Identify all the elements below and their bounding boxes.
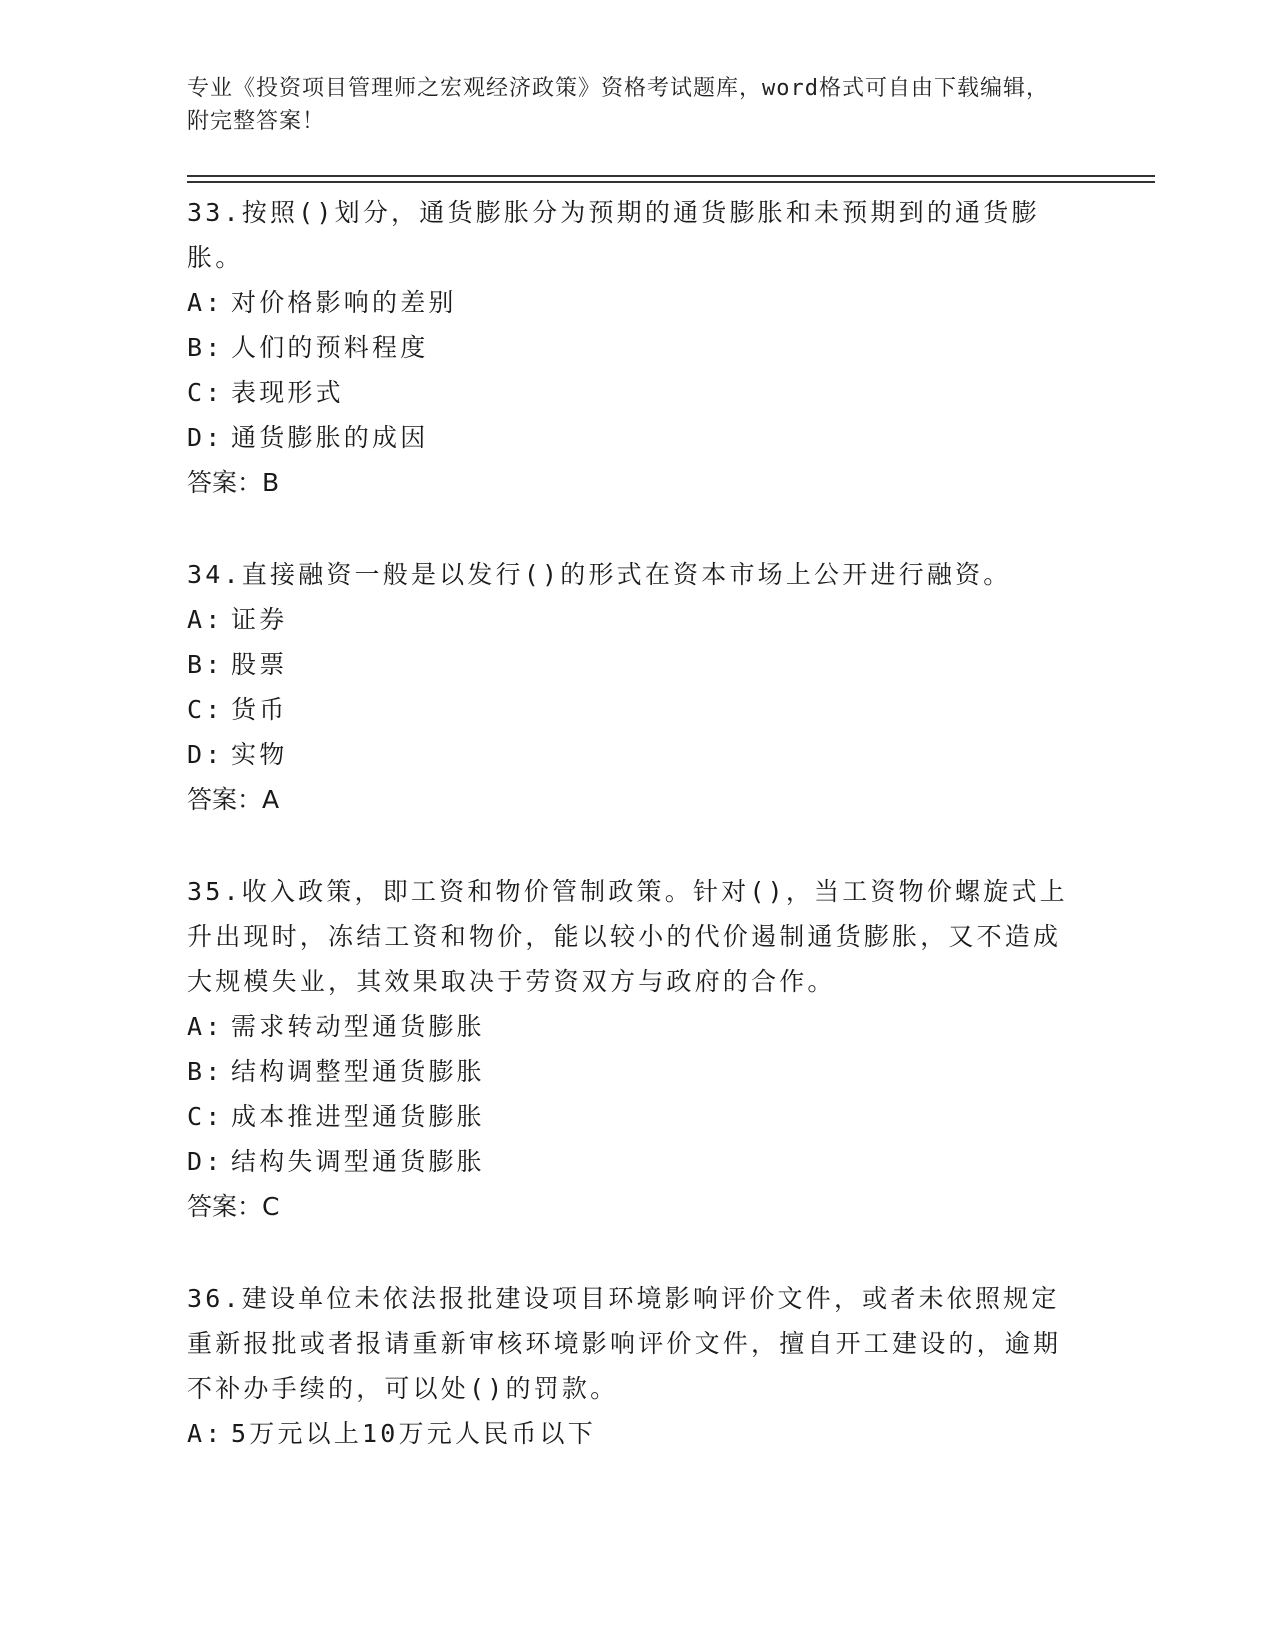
option-key: C: bbox=[187, 695, 224, 724]
option-key: A: bbox=[187, 605, 224, 634]
question-stem: 33.按照()划分，通货膨胀分为预期的通货膨胀和未预期到的通货膨胀。 bbox=[187, 198, 1040, 272]
option-key: B: bbox=[187, 1057, 224, 1086]
question-stem: 36.建设单位未依法报批建设项目环境影响评价文件，或者未依照规定重新报批或者报请重新审核环境影响评价文件，擅自开工建设的，逾期不补办手续的，可以处()的罚款。 bbox=[187, 1284, 1062, 1403]
option-b bbox=[187, 325, 1087, 370]
option-text: 股票 bbox=[231, 650, 288, 679]
question-stem: 34.直接融资一般是以发行()的形式在资本市场上公开进行融资。 bbox=[187, 560, 1012, 589]
question-34 bbox=[187, 552, 1087, 822]
option-text: 结构失调型通货膨胀 bbox=[231, 1147, 485, 1176]
option-c bbox=[187, 687, 1087, 732]
option-a bbox=[187, 1004, 1087, 1049]
document-intro: 专业《投资项目管理师之宏观经济政策》资格考试题库，word格式可自由下载编辑，附完整答案！ bbox=[187, 76, 1049, 134]
question-36 bbox=[187, 1276, 1087, 1456]
option-text: 货币 bbox=[231, 695, 288, 724]
header-rule-bottom bbox=[187, 181, 1155, 183]
option-key: C: bbox=[187, 378, 224, 407]
option-d bbox=[187, 415, 1087, 460]
option-text: 人们的预料程度 bbox=[231, 333, 429, 362]
option-key: D: bbox=[187, 740, 224, 769]
option-text: 实物 bbox=[231, 740, 288, 769]
option-d bbox=[187, 1139, 1087, 1184]
option-text: 5万元以上10万元人民币以下 bbox=[231, 1419, 596, 1448]
option-text: 结构调整型通货膨胀 bbox=[231, 1057, 485, 1086]
option-key: B: bbox=[187, 650, 224, 679]
option-b bbox=[187, 642, 1087, 687]
answer-line: 答案：A bbox=[187, 785, 280, 814]
question-stem: 35.收入政策，即工资和物价管制政策。针对()，当工资物价螺旋式上升出现时，冻结工资和物价，能以较小的代价遏制通货膨胀，又不造成大规模失业，其效果取决于劳资双方与政府的合作。 bbox=[187, 877, 1068, 996]
option-a bbox=[187, 597, 1087, 642]
question-33 bbox=[187, 190, 1087, 505]
question-list bbox=[187, 190, 1087, 1503]
option-key: D: bbox=[187, 1147, 224, 1176]
option-text: 成本推进型通货膨胀 bbox=[231, 1102, 485, 1131]
option-text: 对价格影响的差别 bbox=[231, 288, 457, 317]
answer-line: 答案：C bbox=[187, 1192, 280, 1221]
option-key: C: bbox=[187, 1102, 224, 1131]
option-a bbox=[187, 1411, 1087, 1456]
option-text: 需求转动型通货膨胀 bbox=[231, 1012, 485, 1041]
option-b bbox=[187, 1049, 1087, 1094]
header-rule-top bbox=[187, 175, 1155, 177]
option-key: D: bbox=[187, 423, 224, 452]
option-text: 通货膨胀的成因 bbox=[231, 423, 429, 452]
answer-line: 答案：B bbox=[187, 468, 280, 497]
option-key: A: bbox=[187, 288, 224, 317]
option-key: A: bbox=[187, 1012, 224, 1041]
question-35 bbox=[187, 869, 1087, 1229]
option-a bbox=[187, 280, 1087, 325]
option-d bbox=[187, 732, 1087, 777]
option-c bbox=[187, 370, 1087, 415]
option-text: 证券 bbox=[231, 605, 288, 634]
option-key: A: bbox=[187, 1419, 224, 1448]
option-c bbox=[187, 1094, 1087, 1139]
option-text: 表现形式 bbox=[231, 378, 344, 407]
option-key: B: bbox=[187, 333, 224, 362]
